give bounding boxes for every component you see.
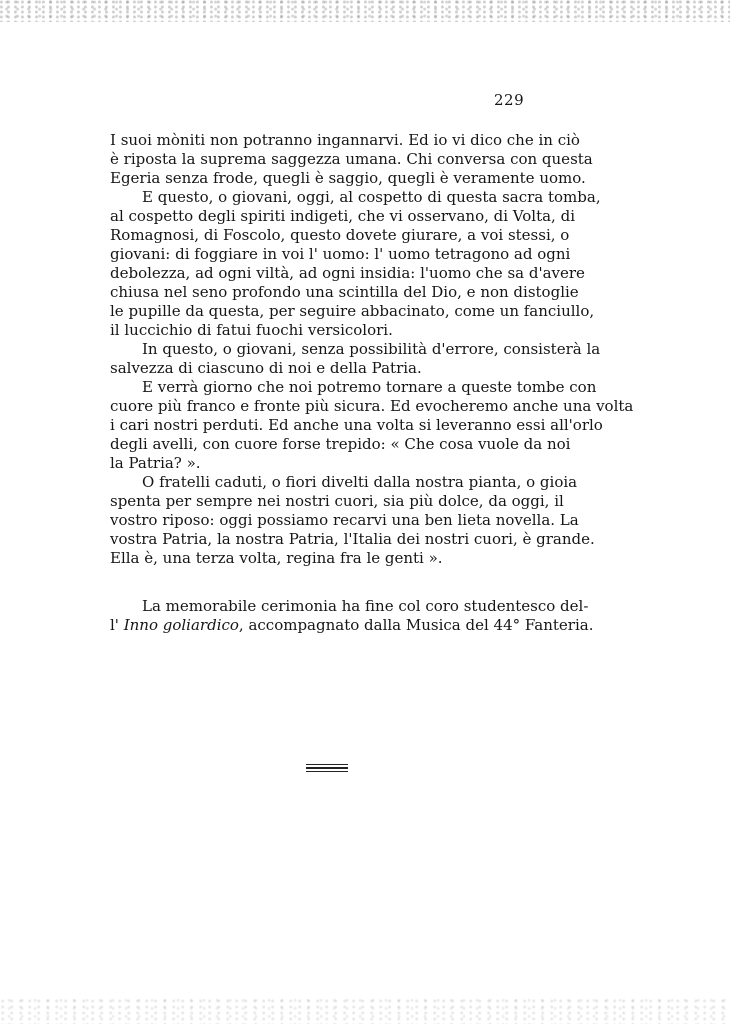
text-line: la Patria? ». <box>110 454 201 472</box>
text-line: La memorabile cerimonia ha fine col coro studentesco del- <box>142 597 589 615</box>
text-line: O fratelli caduti, o fiori divelti dalla nostra pianta, o gioia <box>142 473 578 491</box>
text-line: salvezza di ciascuno di noi e della Patria. <box>110 359 422 377</box>
body-text <box>110 131 634 635</box>
text-line: chiusa nel seno profondo una scintilla del Dio, e non distoglie <box>110 283 579 301</box>
text-line: In questo, o giovani, senza possibilità d'errore, consisterà la <box>142 340 601 358</box>
text-line: le pupille da questa, per seguire abbacinato, come un fanciullo, <box>110 302 595 320</box>
text-line: cuore più franco e fronte più sicura. Ed evocheremo anche una volta <box>110 397 634 415</box>
text-line: E questo, o giovani, oggi, al cospetto di questa sacra tomba, <box>142 188 601 206</box>
text-line: al cospetto degli spiriti indigeti, che vi osservano, di Volta, di <box>110 207 575 225</box>
paragraph <box>110 131 593 188</box>
paragraph <box>110 378 634 473</box>
paragraph-gap <box>110 568 540 597</box>
text-line: vostro riposo: oggi possiamo recarvi una ben lieta novella. La <box>110 511 579 529</box>
text-line: giovani: di foggiare in voi l' uomo: l' uomo tetragono ad ogni <box>110 245 571 263</box>
text-line: Egeria senza frode, quegli è saggio, quegli è veramente uomo. <box>110 169 586 187</box>
paragraph <box>110 340 601 378</box>
paragraph <box>110 188 601 340</box>
text-line: debolezza, ad ogni viltà, ad ogni insidia: l'uomo che sa d'avere <box>110 264 585 282</box>
end-rule-ornament <box>306 764 348 774</box>
text-fragment: l' <box>110 616 124 634</box>
text-line: Ella è, una terza volta, regina fra le genti ». <box>110 549 443 567</box>
text-fragment: , accompagnato dalla Musica del 44° Fanteria. <box>238 616 594 634</box>
paragraph <box>110 473 595 568</box>
scan-noise-top <box>0 0 730 22</box>
text-line: i cari nostri perduti. Ed anche una volta si leveranno essi all'orlo <box>110 416 603 434</box>
page-number: 229 <box>494 91 525 109</box>
text-line: I suoi mòniti non potranno ingannarvi. Ed io vi dico che in ciò <box>110 131 580 149</box>
text-line: spenta per sempre nei nostri cuori, sia più dolce, da oggi, il <box>110 492 564 510</box>
text-line: è riposta la suprema saggezza umana. Chi conversa con questa <box>110 150 593 168</box>
text-line: degli avelli, con cuore forse trepido: « Che cosa vuole da noi <box>110 435 571 453</box>
italic-title: Inno goliardico <box>123 616 239 634</box>
text-line: E verrà giorno che noi potremo tornare a queste tombe con <box>142 378 597 396</box>
closing-paragraph <box>110 597 594 635</box>
text-line: Romagnosi, di Foscolo, questo dovete giurare, a voi stessi, o <box>110 226 570 244</box>
scan-noise-bottom <box>0 998 730 1024</box>
text-line <box>110 616 594 635</box>
text-line: vostra Patria, la nostra Patria, l'Italia dei nostri cuori, è grande. <box>110 530 595 548</box>
text-line: il luccichio di fatui fuochi versicolori. <box>110 321 393 339</box>
